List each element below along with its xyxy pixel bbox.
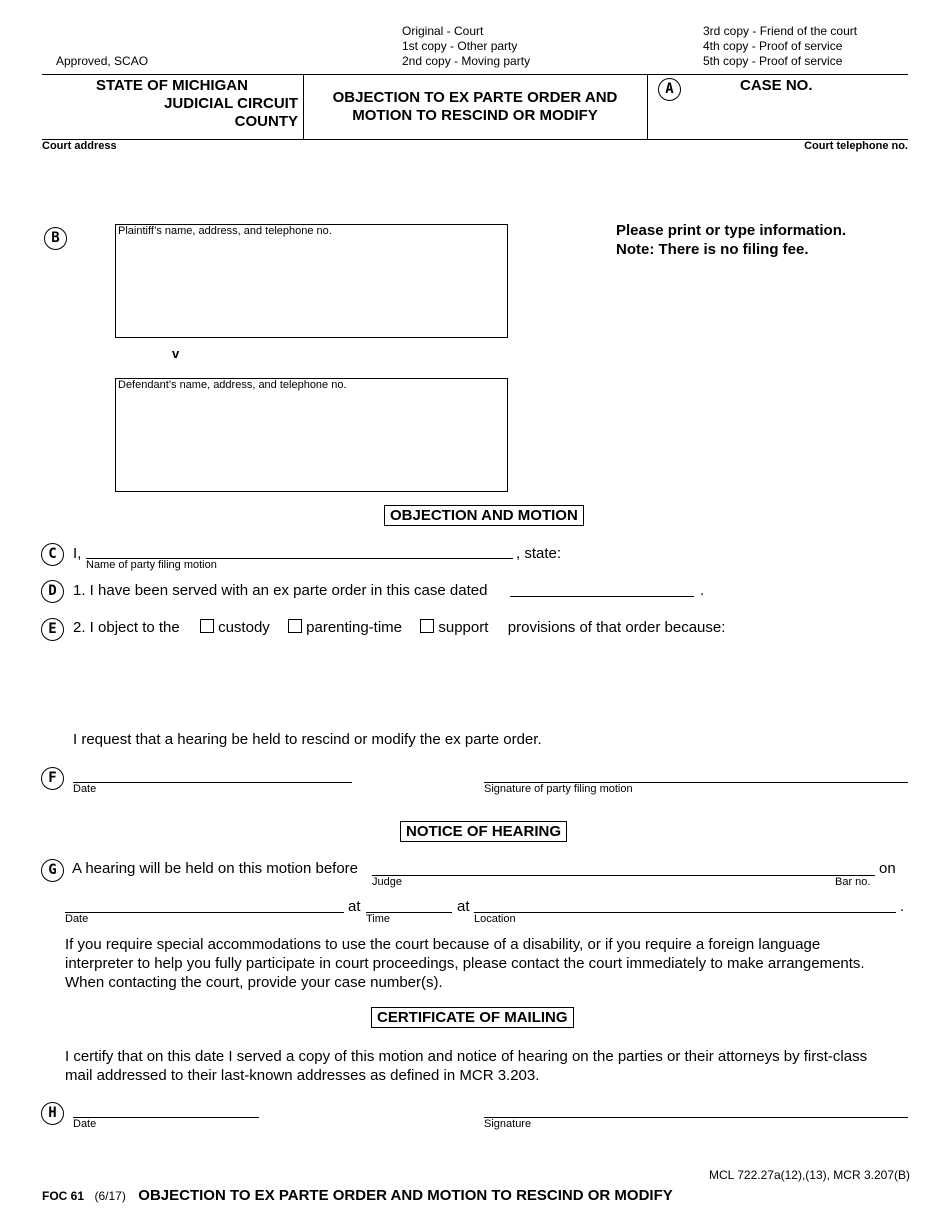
header-bottom-rule (42, 139, 908, 140)
case-number-label: CASE NO. (740, 77, 813, 94)
hearing-at-text-2: at (457, 898, 470, 915)
marker-h-icon: H (41, 1102, 64, 1125)
hearing-heading: NOTICE OF HEARING (400, 821, 567, 842)
objection-heading: OBJECTION AND MOTION (384, 505, 584, 526)
item-2-prefix: 2. I object to the (73, 619, 180, 636)
mailing-certification (65, 1047, 867, 1085)
approved-label: Approved, SCAO (56, 54, 149, 68)
judicial-circuit-label: JUDICIAL CIRCUIT (164, 95, 298, 112)
distribution-copy-2: 2nd copy - Moving party (402, 54, 531, 68)
versus-label: v (172, 346, 180, 361)
court-telephone-label: Court telephone no. (804, 140, 908, 152)
marker-g-icon: G (41, 859, 64, 882)
marker-e-icon: E (41, 618, 64, 641)
parenting-time-option[interactable] (288, 619, 402, 636)
marker-f-icon: F (41, 767, 64, 790)
accommodation-line-3: When contacting the court, provide your case number(s). (65, 974, 443, 991)
mailing-signature-field[interactable] (484, 1117, 908, 1118)
court-name-block (60, 77, 298, 131)
mailing-date-field[interactable] (73, 1117, 259, 1118)
judge-caption: Judge (372, 876, 402, 888)
support-option[interactable] (420, 619, 488, 636)
motion-signature-caption: Signature of party filing motion (484, 783, 633, 795)
filing-fee-note: Note: There is no filing fee. (616, 241, 809, 258)
parenting-time-checkbox[interactable] (288, 619, 302, 633)
defendant-label: Defendant’s name, address, and telephone no. (118, 379, 347, 391)
item-2-text (73, 619, 725, 636)
mailing-line-1: I certify that on this date I served a copy of this motion and notice of hearing on the parties or their attorneys by first-class (65, 1048, 868, 1065)
hearing-period: . (900, 898, 905, 915)
support-label: support (438, 619, 489, 636)
defendant-box[interactable] (115, 378, 508, 492)
print-instruction: Please print or type information. (616, 222, 847, 239)
distribution-copy-5: 5th copy - Proof of service (703, 54, 843, 68)
hearing-time-caption: Time (366, 913, 391, 925)
mailing-date-caption: Date (73, 1118, 97, 1130)
mailing-heading: CERTIFICATE OF MAILING (371, 1007, 574, 1028)
hearing-on-text: on (879, 860, 896, 877)
hearing-location-caption: Location (474, 913, 516, 925)
item-1-text: 1. I have been served with an ex parte order in this case dated (73, 582, 488, 599)
form-id: FOC 61 (42, 1189, 85, 1203)
accommodation-line-1: If you require special accommodations to use the court because of a disability, or if you require a foreign language (65, 936, 821, 953)
distribution-copy-4: 4th copy - Proof of service (703, 39, 843, 53)
footer-bar (42, 1187, 673, 1205)
custody-label: custody (218, 619, 270, 636)
bar-number-caption: Bar no. (835, 876, 871, 888)
judge-field[interactable] (372, 875, 875, 876)
marker-c-icon: C (41, 543, 64, 566)
motion-date-field[interactable] (73, 782, 352, 783)
form-title-block (303, 89, 647, 125)
distribution-copy-1: 1st copy - Other party (402, 39, 518, 53)
header-divider-2 (647, 74, 648, 139)
party-name-caption: Name of party filing motion (86, 559, 217, 571)
custody-option[interactable] (200, 619, 270, 636)
form-title-line-2: MOTION TO RESCIND OR MODIFY (352, 107, 598, 124)
citation: MCL 722.27a(12),(13), MCR 3.207(B) (709, 1168, 910, 1182)
county-label: COUNTY (234, 113, 298, 130)
item-2-suffix: provisions of that order because: (507, 619, 726, 636)
marker-a-icon: A (658, 78, 681, 101)
item-1-period: . (700, 582, 705, 599)
support-checkbox[interactable] (420, 619, 434, 633)
custody-checkbox[interactable] (200, 619, 214, 633)
state-label: STATE OF MICHIGAN (96, 77, 248, 94)
plaintiff-box[interactable] (115, 224, 508, 338)
order-date-field[interactable] (510, 596, 694, 597)
mailing-line-2: mail addressed to their last-known addresses as defined in MCR 3.203. (65, 1067, 540, 1084)
marker-b-icon: B (44, 227, 67, 250)
form-title-line-1: OBJECTION TO EX PARTE ORDER AND (332, 89, 618, 106)
plaintiff-label: Plaintiff’s name, address, and telephone no. (118, 225, 332, 237)
distribution-list-left (402, 24, 530, 69)
distribution-list-right (703, 24, 857, 69)
mailing-signature-caption: Signature (484, 1118, 532, 1130)
instructions-block (616, 221, 846, 259)
court-address-label: Court address (42, 140, 117, 152)
distribution-copy-3: 3rd copy - Friend of the court (703, 24, 858, 38)
parenting-time-label: parenting-time (306, 619, 403, 636)
header-top-rule (42, 74, 908, 75)
state-text: , state: (516, 545, 562, 562)
form-revision: (6/17) (94, 1189, 126, 1203)
accommodation-line-2: interpreter to help you fully participate in court proceedings, please contact the court immediately to make arrangements. (65, 955, 865, 972)
accommodation-notice (65, 935, 865, 992)
marker-d-icon: D (41, 580, 64, 603)
hearing-location-field[interactable] (474, 912, 896, 913)
distribution-original: Original - Court (402, 24, 484, 38)
motion-date-caption: Date (73, 783, 97, 795)
hearing-date-caption: Date (65, 913, 89, 925)
hearing-date-field[interactable] (65, 912, 344, 913)
hearing-request-text: I request that a hearing be held to rescind or modify the ex parte order. (73, 731, 542, 748)
i-label: I, (73, 545, 82, 562)
hearing-at-text-1: at (348, 898, 361, 915)
footer-title: OBJECTION TO EX PARTE ORDER AND MOTION TO RESCIND OR MODIFY (138, 1187, 673, 1204)
hearing-lead-text: A hearing will be held on this motion before (72, 860, 359, 877)
